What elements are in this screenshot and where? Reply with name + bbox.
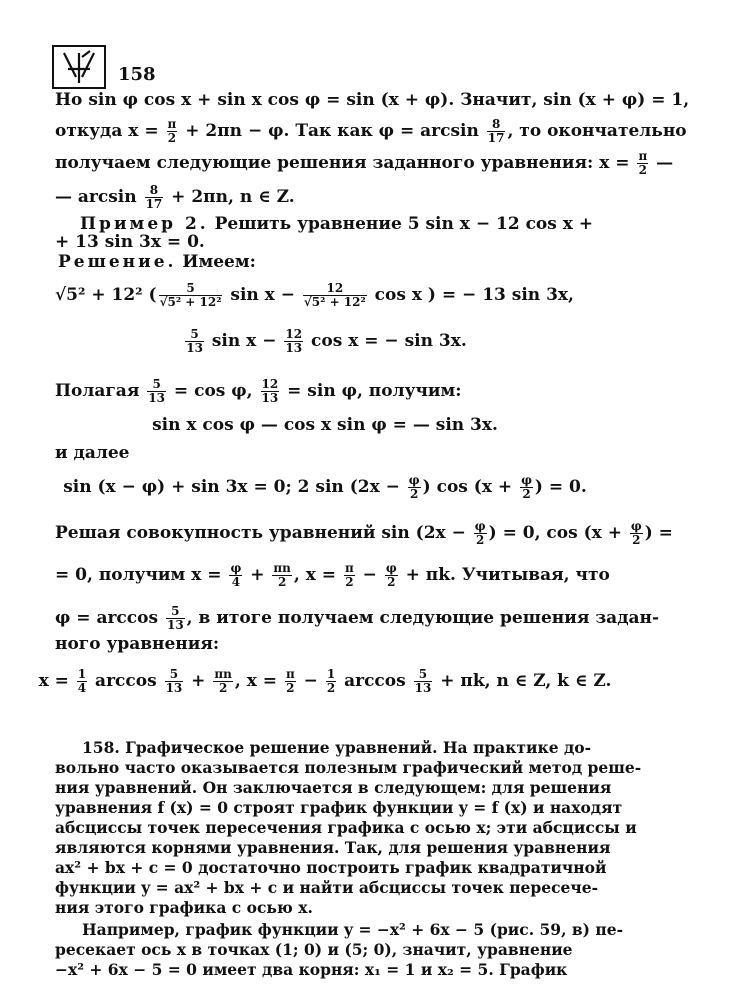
section-heading-line: 158. Графическое решение уравнений. На практике до- [82,738,592,757]
fraction: $\frac{5}{13}$ [148,377,166,405]
fraction: $\frac{5}{13}$ [186,327,203,355]
paragraph-line: являются корнями уравнения. Так, для решения уравнения [55,838,611,857]
text-line: и далее [55,443,130,463]
fraction: $\frac{\varphi}{2}$ [385,561,397,589]
text-line: ного уравнения: [55,634,220,654]
equation: √5² + 12² ( $\frac{5}{\text{√5² + 12²}}$ sin x − $\frac{12}{\text{√5² + 12²}}$ cos x ) = − 13 sin 3x, [55,281,574,309]
text-line: — arcsin $\frac{8}{17}$ + 2πn, n ∈ Z. [55,183,295,211]
paragraph-line: ния этого графика с осью x. [55,898,313,917]
fraction: $\frac{5}{13}$ [414,667,432,695]
fraction: $\frac{\pi}{2}$ [285,667,295,695]
text-line: откуда x = $\frac{\pi}{2}$ + 2πn − φ. Так как φ = arcsin $\frac{8}{17}$ , то окончательно [55,117,687,145]
equation: x = $\frac{1}{4}$ arccos $\frac{5}{13}$ + $\frac{\pi n}{2}$ , x = $\frac{\pi}{2}$ − $\frac{1}{2}$ arccos $\frac{5}{13}$ + πk, n ∈ Z, k ∈ Z. [38,667,612,695]
fraction: $\frac{1}{4}$ [77,667,87,695]
fraction: $\frac{\varphi}{2}$ [630,519,642,547]
fraction: $\frac{8}{17}$ [487,117,505,145]
paragraph-line: вольно часто оказывается полезным графический метод реше- [55,758,642,777]
equation: $\frac{5}{13}$ sin x − $\frac{12}{13}$ cos x = − sin 3x. [186,327,467,355]
fraction: $\frac{12}{13}$ [261,377,279,405]
paragraph-line: абсциссы точек пересечения графика с осью x; эти абсциссы и [55,818,637,837]
fraction: $\frac{\varphi}{2}$ [521,473,532,501]
fraction: $\frac{\pi n}{2}$ [214,667,232,695]
text-line: + 13 sin 3x = 0. [55,232,205,252]
text-line: получаем следующие решения заданного уравнения: x = $\frac{\pi}{2}$ — [55,149,674,177]
paragraph-line: ax² + bx + c = 0 достаточно построить график квадратичной [55,858,607,877]
paragraph-line: −x² + 6x − 5 = 0 имеет два корня: x₁ = 1 и x₂ = 5. График [55,960,568,979]
text-line: Решая совокупность уравнений sin (2x − $\frac{\varphi}{2}$ ) = 0, cos (x + $\frac{\varphi}{2}$ ) = [55,519,673,547]
paragraph-line: ния уравнений. Он заключается в следующем: для решения [55,778,612,797]
fraction: $\frac{\pi}{2}$ [167,117,177,145]
fraction: $\frac{\pi}{2}$ [344,561,354,589]
fraction: $\frac{5}{13}$ [165,667,183,695]
fraction: $\frac{\varphi}{4}$ [230,561,242,589]
paragraph-line: уравнения f (x) = 0 строят график функции y = f (x) и находят [55,798,623,817]
fraction: $\frac{\pi n}{2}$ [273,561,291,589]
solution-label: Решение. Имеем: [58,252,256,272]
equation: sin x cos φ — cos x sin φ = — sin 3x. [152,415,498,435]
paragraph-line: ресекает ось x в точках (1; 0) и (5; 0), значит, уравнение [55,940,573,959]
fraction: $\frac{5}{13}$ [166,604,184,632]
text-line: φ = arccos $\frac{5}{13}$ , в итоге получаем следующие решения задан- [55,604,660,632]
equation: sin (x − φ) + sin 3x = 0; 2 sin (2x − $\frac{\varphi}{2}$ ) cos (x + $\frac{\varphi}{2}$ ) = 0. [63,473,587,501]
text-line: Полагая $\frac{5}{13}$ = cos φ, $\frac{12}{13}$ = sin φ, получим: [55,377,462,405]
page-number: 158 [118,64,156,85]
paragraph-line: Например, график функции y = −x² + 6x − 5 (рис. 59, в) пе- [82,920,624,939]
fraction: $\frac{\varphi}{2}$ [408,473,420,501]
paragraph-line: функции y = ax² + bx + c и найти абсциссы точек пересече- [55,878,599,897]
fraction: $\frac{\varphi}{2}$ [474,519,486,547]
fraction: $\frac{8}{17}$ [145,183,163,211]
publisher-logo-icon [52,45,106,89]
fraction: $\frac{12}{13}$ [285,327,303,355]
text-line: = 0, получим x = $\frac{\varphi}{4}$ + $\frac{\pi n}{2}$ , x = $\frac{\pi}{2}$ − $\frac{\varphi}{2}$ + πk. Учитывая, что [55,561,610,589]
fraction: $\frac{1}{2}$ [326,667,336,695]
section-heading: 158. Графическое решение уравнений. [82,738,438,757]
fraction: $\frac{5}{\text{√5² + 12²}}$ [159,281,222,309]
fraction: $\frac{12}{\text{√5² + 12²}}$ [303,281,366,309]
example-heading: Пример 2. Решить уравнение 5 sin x − 12 cos x + [80,214,594,234]
fraction: $\frac{\pi}{2}$ [638,149,648,177]
text-line: Но sin φ cos x + sin x cos φ = sin (x + φ). Значит, sin (x + φ) = 1, [55,90,690,110]
